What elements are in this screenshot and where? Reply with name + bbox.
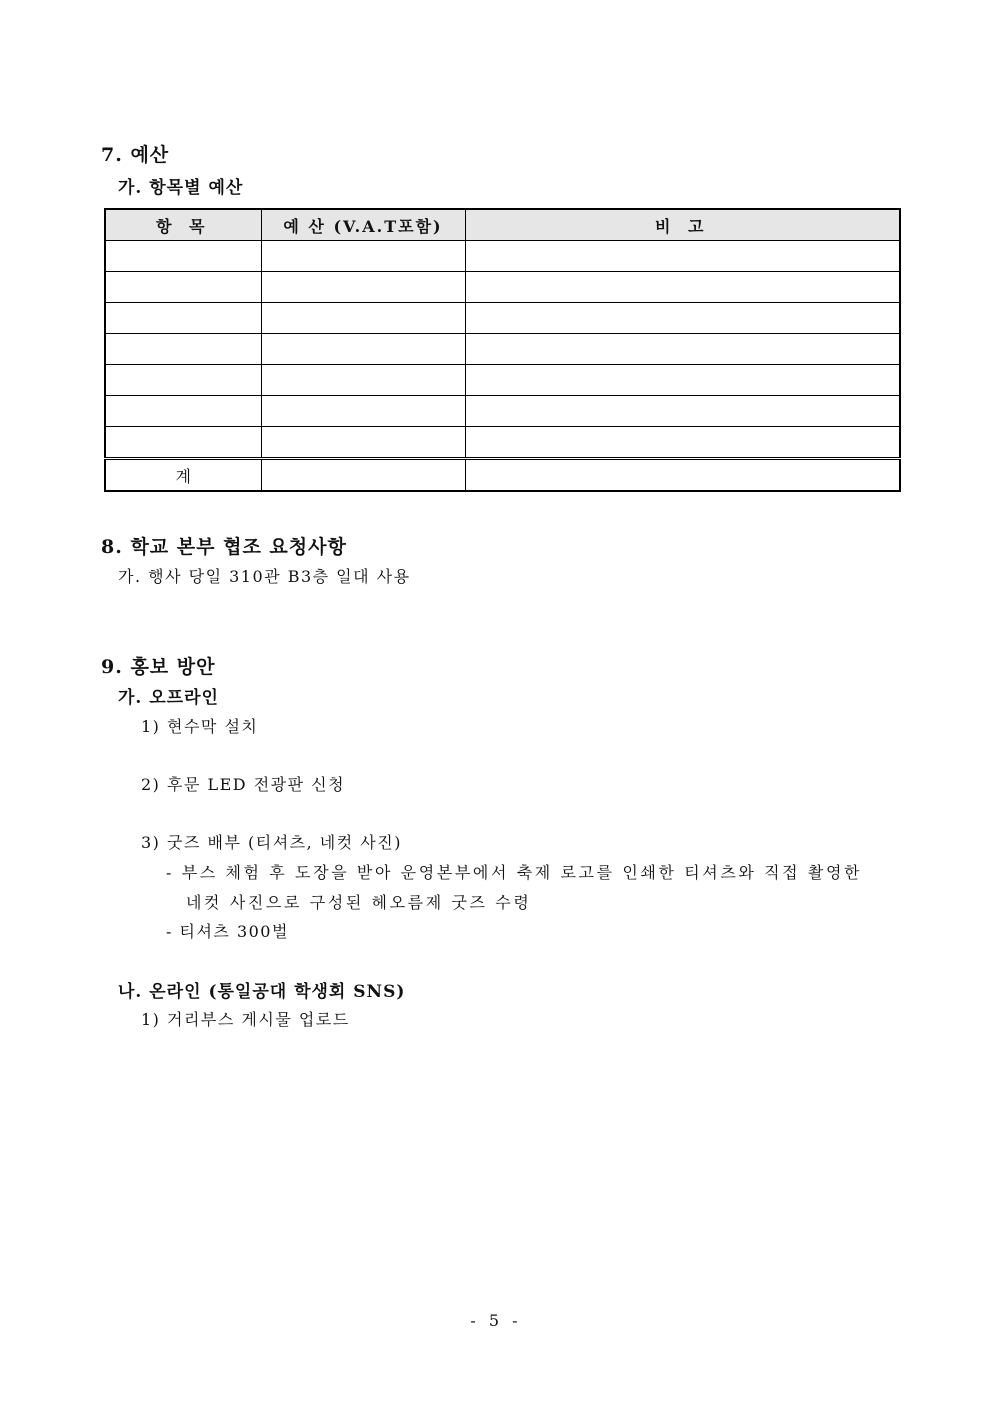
budget-table (104, 208, 901, 492)
section-8-title: 8. 학교 본부 협조 요청사항 (101, 536, 347, 558)
offline-item-3: 3) 굿즈 배부 (티셔츠, 네컷 사진) (141, 833, 402, 852)
table-row (105, 272, 900, 303)
cell-note (465, 396, 900, 427)
cell-item (105, 241, 261, 272)
header-note: 비 고 (465, 209, 900, 241)
header-item: 항 목 (105, 209, 261, 241)
total-note (465, 459, 900, 492)
cell-budget (261, 334, 465, 365)
total-budget (261, 459, 465, 492)
cell-note (465, 303, 900, 334)
header-budget: 예 산 (V.A.T포함) (261, 209, 465, 241)
section-7-subtitle-a: 가. 항목별 예산 (118, 178, 244, 198)
cell-budget (261, 427, 465, 459)
section-9-title: 9. 홍보 방안 (101, 656, 216, 678)
cell-note (465, 241, 900, 272)
table-row (105, 303, 900, 334)
cell-item (105, 427, 261, 459)
cell-item (105, 365, 261, 396)
cell-budget (261, 241, 465, 272)
cell-budget (261, 272, 465, 303)
page-number: - 5 - (470, 1311, 522, 1330)
cell-item (105, 396, 261, 427)
table-row (105, 334, 900, 365)
offline-item-2: 2) 후문 LED 전광판 신청 (141, 775, 346, 794)
cell-item (105, 303, 261, 334)
table-header-row (105, 209, 900, 241)
section-9-subtitle-a: 가. 오프라인 (118, 688, 219, 708)
cell-item (105, 272, 261, 303)
table-row (105, 427, 900, 459)
cell-budget (261, 396, 465, 427)
cell-item (105, 334, 261, 365)
table-total-row (105, 459, 900, 492)
offline-item-1: 1) 현수막 설치 (141, 717, 259, 736)
cell-note (465, 334, 900, 365)
offline-item-3-detail-line2: 네컷 사진으로 구성된 헤오름제 굿즈 수령 (186, 893, 532, 912)
table-row (105, 396, 900, 427)
cell-note (465, 427, 900, 459)
offline-item-3-detail-2: - 티셔츠 300벌 (166, 922, 289, 941)
cell-budget (261, 365, 465, 396)
total-label: 계 (105, 459, 261, 492)
cell-note (465, 272, 900, 303)
section-8-item-a: 가. 행사 당일 310관 B3층 일대 사용 (118, 567, 411, 586)
table-row (105, 365, 900, 396)
section-7-title: 7. 예산 (101, 144, 170, 166)
cell-note (465, 365, 900, 396)
offline-item-3-detail-line1: - 부스 체험 후 도장을 받아 운영본부에서 축제 로고를 인쇄한 티셔츠와 직접 촬영한 (166, 863, 863, 882)
cell-budget (261, 303, 465, 334)
table-row (105, 241, 900, 272)
section-9-subtitle-b: 나. 온라인 (통일공대 학생회 SNS) (118, 982, 406, 1002)
online-item-1: 1) 거리부스 게시물 업로드 (141, 1010, 350, 1029)
